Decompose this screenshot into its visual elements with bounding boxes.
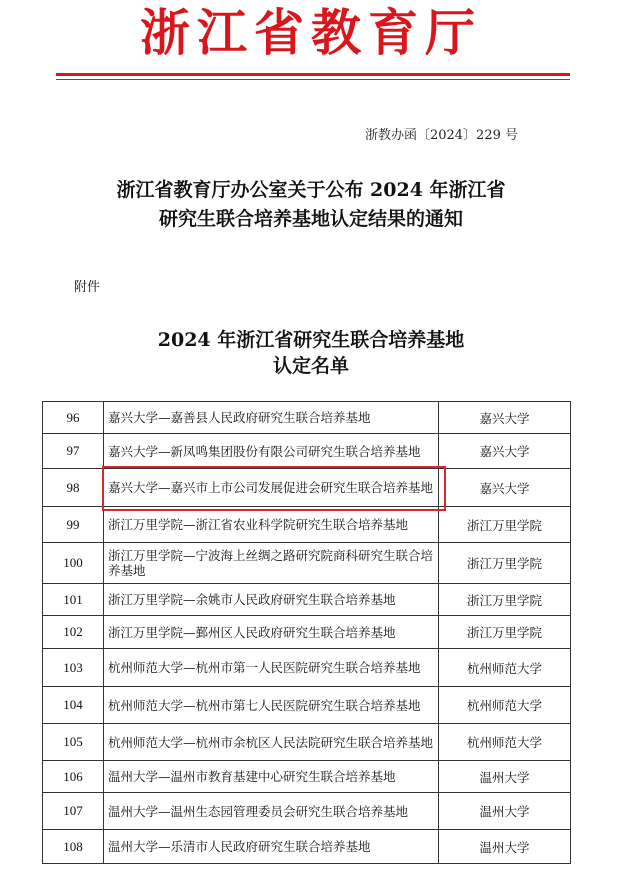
base-name-cell: 浙江万里学院—宁波海上丝绸之路研究院商科研究生联合培养基地 bbox=[104, 543, 439, 584]
document-title-line-1: 浙江省教育厅办公室关于公布 2024 年浙江省 bbox=[116, 179, 506, 201]
base-name-cell: 浙江万里学院—余姚市人民政府研究生联合培养基地 bbox=[104, 584, 439, 616]
table-row bbox=[43, 402, 571, 434]
row-number-cell: 98 bbox=[43, 469, 104, 507]
table-row bbox=[43, 724, 571, 761]
list-title-line-1: 2024 年浙江省研究生联合培养基地 bbox=[157, 329, 465, 351]
document-header-title: 浙江省教育厅 bbox=[140, 3, 482, 62]
table-row bbox=[43, 616, 571, 649]
table-row bbox=[43, 507, 571, 543]
table-row bbox=[43, 649, 571, 687]
university-cell: 温州大学 bbox=[439, 761, 571, 793]
row-number-cell: 108 bbox=[43, 830, 104, 864]
base-name-cell: 嘉兴大学—嘉善县人民政府研究生联合培养基地 bbox=[104, 402, 439, 434]
list-title bbox=[0, 327, 622, 379]
university-cell: 杭州师范大学 bbox=[439, 649, 571, 687]
list-title-line-2: 认定名单 bbox=[272, 355, 349, 377]
base-name-cell: 浙江万里学院—浙江省农业科学院研究生联合培养基地 bbox=[104, 507, 439, 543]
university-cell: 嘉兴大学 bbox=[439, 469, 571, 507]
header-red-rule-thin bbox=[56, 79, 570, 80]
base-name-cell: 嘉兴大学—嘉兴市上市公司发展促进会研究生联合培养基地 bbox=[104, 469, 439, 507]
university-cell: 杭州师范大学 bbox=[439, 687, 571, 724]
attachment-label: 附件 bbox=[74, 280, 101, 295]
document-title-line-2: 研究生联合培养基地认定结果的通知 bbox=[158, 208, 463, 230]
row-number-cell: 106 bbox=[43, 761, 104, 793]
row-number-cell: 105 bbox=[43, 724, 104, 761]
base-name-cell: 杭州师范大学—杭州市第一人民医院研究生联合培养基地 bbox=[104, 649, 439, 687]
table-row bbox=[43, 761, 571, 793]
highlight-box bbox=[102, 466, 446, 511]
document-number: 浙教办函〔2024〕229 号 bbox=[364, 128, 518, 143]
university-cell: 温州大学 bbox=[439, 793, 571, 830]
row-number-cell: 102 bbox=[43, 616, 104, 649]
university-cell: 浙江万里学院 bbox=[439, 616, 571, 649]
row-number-cell: 107 bbox=[43, 793, 104, 830]
row-number-cell: 99 bbox=[43, 507, 104, 543]
row-number-cell: 100 bbox=[43, 543, 104, 584]
table-row bbox=[43, 543, 571, 584]
base-name-cell: 温州大学—温州市教育基建中心研究生联合培养基地 bbox=[104, 761, 439, 793]
university-cell: 浙江万里学院 bbox=[439, 543, 571, 584]
row-number-cell: 97 bbox=[43, 434, 104, 469]
document-title bbox=[0, 176, 622, 234]
table-row bbox=[43, 434, 571, 469]
row-number-cell: 104 bbox=[43, 687, 104, 724]
university-cell: 嘉兴大学 bbox=[439, 434, 571, 469]
header-red-rule-thick bbox=[56, 73, 570, 76]
table-row bbox=[43, 830, 571, 864]
row-number-cell: 103 bbox=[43, 649, 104, 687]
university-cell: 浙江万里学院 bbox=[439, 584, 571, 616]
row-number-cell: 101 bbox=[43, 584, 104, 616]
row-number-cell: 96 bbox=[43, 402, 104, 434]
base-name-cell: 杭州师范大学—杭州市余杭区人民法院研究生联合培养基地 bbox=[104, 724, 439, 761]
table-row bbox=[43, 793, 571, 830]
base-name-cell: 温州大学—乐清市人民政府研究生联合培养基地 bbox=[104, 830, 439, 864]
base-name-cell: 浙江万里学院—鄞州区人民政府研究生联合培养基地 bbox=[104, 616, 439, 649]
base-name-cell: 嘉兴大学—新凤鸣集团股份有限公司研究生联合培养基地 bbox=[104, 434, 439, 469]
university-cell: 浙江万里学院 bbox=[439, 507, 571, 543]
university-cell: 嘉兴大学 bbox=[439, 402, 571, 434]
university-cell: 温州大学 bbox=[439, 830, 571, 864]
base-name-cell: 温州大学—温州生态园管理委员会研究生联合培养基地 bbox=[104, 793, 439, 830]
base-name-cell: 杭州师范大学—杭州市第七人民医院研究生联合培养基地 bbox=[104, 687, 439, 724]
university-cell: 杭州师范大学 bbox=[439, 724, 571, 761]
table-row bbox=[43, 687, 571, 724]
table-row bbox=[43, 584, 571, 616]
